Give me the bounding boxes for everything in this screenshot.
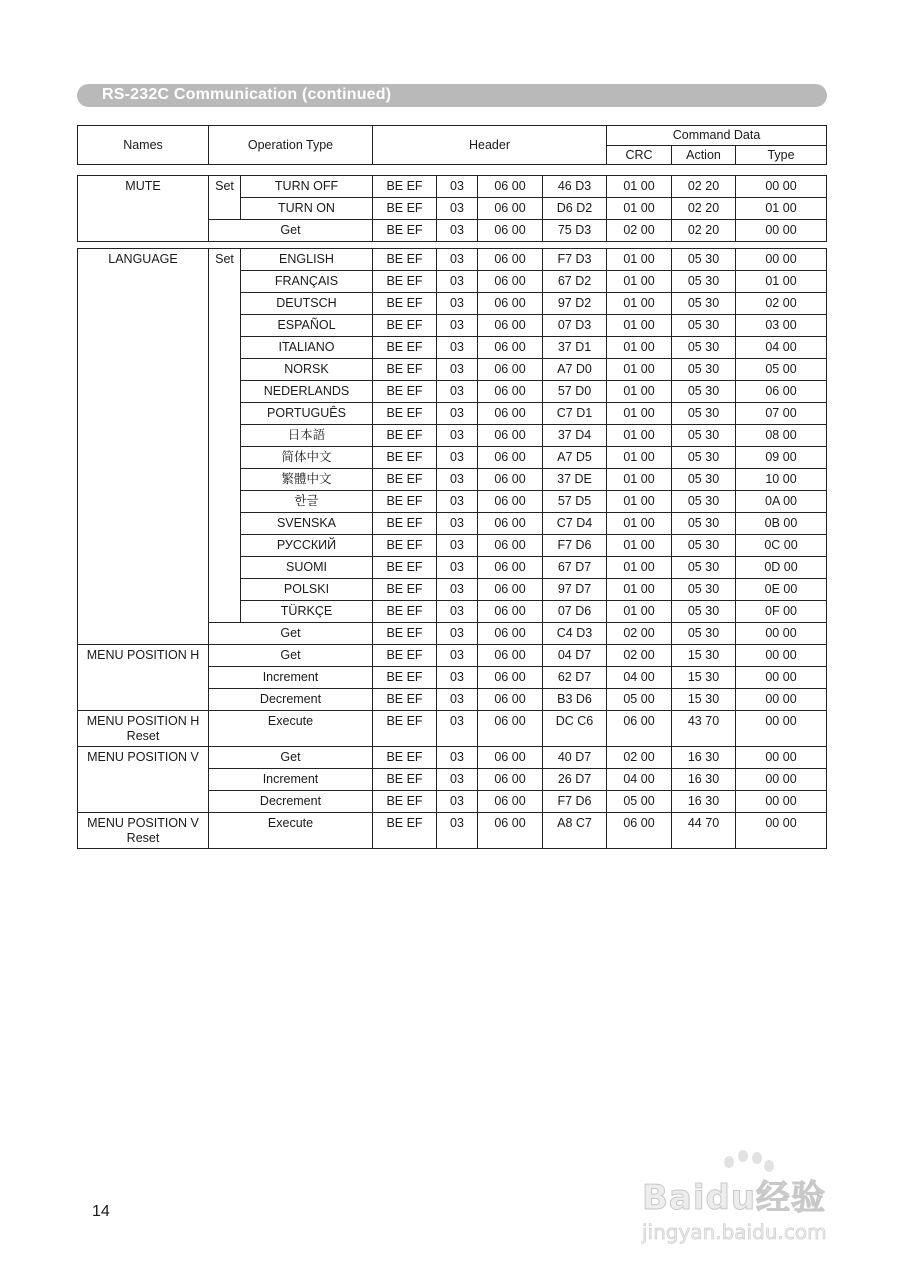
action-cell: 01 00	[607, 271, 672, 293]
header-byte-3: 06 00	[478, 271, 543, 293]
crc-cell: 07 D3	[543, 315, 607, 337]
type-cell: 02 20	[672, 198, 736, 220]
action-cell: 01 00	[607, 469, 672, 491]
type-cell: 05 30	[672, 381, 736, 403]
operation-cell: SUOMI	[241, 557, 373, 579]
action-cell: 01 00	[607, 403, 672, 425]
header-byte-3: 06 00	[478, 557, 543, 579]
header-byte-3: 06 00	[478, 535, 543, 557]
crc-cell: 26 D7	[543, 769, 607, 791]
action-cell: 04 00	[607, 769, 672, 791]
type-cell: 05 30	[672, 293, 736, 315]
header-byte-1: BE EF	[373, 293, 437, 315]
header-byte-3: 06 00	[478, 711, 543, 747]
operation-cell: PORTUGUÊS	[241, 403, 373, 425]
type-cell: 02 20	[672, 220, 736, 242]
header-byte-2: 03	[437, 403, 478, 425]
action-cell: 01 00	[607, 176, 672, 198]
header-byte-1: BE EF	[373, 791, 437, 813]
crc-cell: A7 D5	[543, 447, 607, 469]
operation-cell: Get	[209, 623, 373, 645]
header-byte-2: 03	[437, 425, 478, 447]
command-name: MENU POSITION V	[78, 747, 209, 813]
header-byte-2: 03	[437, 249, 478, 271]
header-byte-2: 03	[437, 689, 478, 711]
header-byte-1: BE EF	[373, 337, 437, 359]
crc-cell: 46 D3	[543, 176, 607, 198]
language-menu-table	[77, 248, 827, 849]
header-byte-1: BE EF	[373, 513, 437, 535]
action-cell: 01 00	[607, 535, 672, 557]
set-label: Set	[209, 249, 241, 623]
header-byte-1: BE EF	[373, 645, 437, 667]
header-byte-1: BE EF	[373, 425, 437, 447]
header-byte-2: 03	[437, 645, 478, 667]
action-cell: 02 00	[607, 747, 672, 769]
header-byte-2: 03	[437, 557, 478, 579]
header-byte-3: 06 00	[478, 359, 543, 381]
watermark-brand: Baidu经验	[642, 1178, 827, 1218]
operation-cell: TÜRKÇE	[241, 601, 373, 623]
setting-code-cell: 02 00	[736, 293, 827, 315]
setting-code-cell: 03 00	[736, 315, 827, 337]
header-byte-2: 03	[437, 447, 478, 469]
type-cell: 05 30	[672, 271, 736, 293]
type-cell: 16 30	[672, 791, 736, 813]
header-byte-3: 06 00	[478, 403, 543, 425]
type-cell: 16 30	[672, 747, 736, 769]
command-name: MENU POSITION V Reset	[78, 813, 209, 849]
header-byte-2: 03	[437, 220, 478, 242]
action-cell: 01 00	[607, 315, 672, 337]
page-number: 14	[92, 1203, 110, 1220]
header-byte-1: BE EF	[373, 271, 437, 293]
header-byte-3: 06 00	[478, 220, 543, 242]
header-type: Type	[736, 146, 827, 165]
crc-cell: 62 D7	[543, 667, 607, 689]
type-cell: 15 30	[672, 689, 736, 711]
setting-code-cell: 01 00	[736, 271, 827, 293]
crc-cell: 07 D6	[543, 601, 607, 623]
section-title-bar	[77, 84, 827, 107]
header-action: Action	[672, 146, 736, 165]
operation-cell: ITALIANO	[241, 337, 373, 359]
header-byte-2: 03	[437, 579, 478, 601]
action-cell: 06 00	[607, 813, 672, 849]
crc-cell: 37 D1	[543, 337, 607, 359]
type-cell: 16 30	[672, 769, 736, 791]
operation-cell: Decrement	[209, 689, 373, 711]
action-cell: 01 00	[607, 447, 672, 469]
setting-code-cell: 00 00	[736, 747, 827, 769]
header-byte-3: 06 00	[478, 491, 543, 513]
setting-code-cell: 0D 00	[736, 557, 827, 579]
type-cell: 02 20	[672, 176, 736, 198]
setting-code-cell: 00 00	[736, 813, 827, 849]
header-byte-1: BE EF	[373, 198, 437, 220]
header-byte-1: BE EF	[373, 601, 437, 623]
header-byte-1: BE EF	[373, 249, 437, 271]
action-cell: 01 00	[607, 513, 672, 535]
header-byte-1: BE EF	[373, 769, 437, 791]
crc-cell: DC C6	[543, 711, 607, 747]
crc-cell: F7 D3	[543, 249, 607, 271]
operation-cell: Execute	[209, 813, 373, 849]
header-byte-1: BE EF	[373, 579, 437, 601]
header-byte-1: BE EF	[373, 469, 437, 491]
operation-cell: ENGLISH	[241, 249, 373, 271]
type-cell: 05 30	[672, 491, 736, 513]
command-name: MENU POSITION H Reset	[78, 711, 209, 747]
type-cell: 05 30	[672, 513, 736, 535]
header-table	[77, 125, 827, 165]
crc-cell: 57 D0	[543, 381, 607, 403]
action-cell: 01 00	[607, 359, 672, 381]
header-crc: CRC	[607, 146, 672, 165]
operation-cell: Get	[209, 220, 373, 242]
header-byte-1: BE EF	[373, 711, 437, 747]
header-byte-3: 06 00	[478, 176, 543, 198]
type-cell: 05 30	[672, 557, 736, 579]
header-names: Names	[78, 126, 209, 165]
operation-cell: Increment	[209, 667, 373, 689]
mute-table	[77, 175, 827, 242]
action-cell: 01 00	[607, 337, 672, 359]
action-cell: 01 00	[607, 293, 672, 315]
action-cell: 01 00	[607, 557, 672, 579]
operation-cell: TURN ON	[241, 198, 373, 220]
setting-code-cell: 00 00	[736, 667, 827, 689]
type-cell: 05 30	[672, 535, 736, 557]
header-byte-3: 06 00	[478, 469, 543, 491]
action-cell: 05 00	[607, 791, 672, 813]
operation-cell: DEUTSCH	[241, 293, 373, 315]
header-byte-1: BE EF	[373, 747, 437, 769]
action-cell: 01 00	[607, 198, 672, 220]
type-cell: 43 70	[672, 711, 736, 747]
setting-code-cell: 00 00	[736, 176, 827, 198]
header-byte-2: 03	[437, 381, 478, 403]
header-byte-1: BE EF	[373, 667, 437, 689]
header-byte-2: 03	[437, 769, 478, 791]
section-title: RS-232C Communication (continued)	[102, 86, 392, 103]
type-cell: 44 70	[672, 813, 736, 849]
header-byte-1: BE EF	[373, 535, 437, 557]
operation-cell: 繁體中文	[241, 469, 373, 491]
setting-code-cell: 00 00	[736, 689, 827, 711]
action-cell: 02 00	[607, 623, 672, 645]
type-cell: 05 30	[672, 315, 736, 337]
header-byte-2: 03	[437, 747, 478, 769]
operation-cell: Get	[209, 645, 373, 667]
header-byte-1: BE EF	[373, 689, 437, 711]
header-command-data: Command Data	[607, 126, 827, 146]
crc-cell: F7 D6	[543, 535, 607, 557]
header-byte-2: 03	[437, 491, 478, 513]
setting-code-cell: 04 00	[736, 337, 827, 359]
header-byte-1: BE EF	[373, 491, 437, 513]
type-cell: 05 30	[672, 469, 736, 491]
setting-code-cell: 00 00	[736, 249, 827, 271]
header-byte-1: BE EF	[373, 315, 437, 337]
crc-cell: D6 D2	[543, 198, 607, 220]
crc-cell: 67 D2	[543, 271, 607, 293]
operation-cell: FRANÇAIS	[241, 271, 373, 293]
header-byte-2: 03	[437, 359, 478, 381]
crc-cell: 67 D7	[543, 557, 607, 579]
header-byte-3: 06 00	[478, 623, 543, 645]
setting-code-cell: 10 00	[736, 469, 827, 491]
type-cell: 05 30	[672, 447, 736, 469]
crc-cell: C7 D1	[543, 403, 607, 425]
header-byte-1: BE EF	[373, 447, 437, 469]
operation-cell: SVENSKA	[241, 513, 373, 535]
type-cell: 15 30	[672, 645, 736, 667]
type-cell: 15 30	[672, 667, 736, 689]
operation-cell: NEDERLANDS	[241, 381, 373, 403]
header-byte-3: 06 00	[478, 249, 543, 271]
crc-cell: 75 D3	[543, 220, 607, 242]
operation-cell: POLSKI	[241, 579, 373, 601]
crc-cell: C7 D4	[543, 513, 607, 535]
crc-cell: 37 DE	[543, 469, 607, 491]
command-name: MENU POSITION H	[78, 645, 209, 711]
header-byte-2: 03	[437, 176, 478, 198]
type-cell: 05 30	[672, 601, 736, 623]
header-byte-2: 03	[437, 601, 478, 623]
header-byte-3: 06 00	[478, 579, 543, 601]
action-cell: 01 00	[607, 579, 672, 601]
operation-cell: Get	[209, 747, 373, 769]
set-label: Set	[209, 176, 241, 220]
header-byte-3: 06 00	[478, 381, 543, 403]
action-cell: 02 00	[607, 220, 672, 242]
setting-code-cell: 0A 00	[736, 491, 827, 513]
header-byte-2: 03	[437, 337, 478, 359]
header-byte-2: 03	[437, 293, 478, 315]
crc-cell: 97 D2	[543, 293, 607, 315]
header-header: Header	[373, 126, 607, 165]
crc-cell: B3 D6	[543, 689, 607, 711]
setting-code-cell: 00 00	[736, 769, 827, 791]
header-byte-3: 06 00	[478, 513, 543, 535]
crc-cell: A8 C7	[543, 813, 607, 849]
operation-cell: NORSK	[241, 359, 373, 381]
header-byte-1: BE EF	[373, 623, 437, 645]
header-operation-type: Operation Type	[209, 126, 373, 165]
setting-code-cell: 00 00	[736, 220, 827, 242]
action-cell: 01 00	[607, 425, 672, 447]
header-byte-1: BE EF	[373, 557, 437, 579]
crc-cell: 37 D4	[543, 425, 607, 447]
header-byte-2: 03	[437, 198, 478, 220]
header-byte-3: 06 00	[478, 747, 543, 769]
header-byte-2: 03	[437, 315, 478, 337]
header-byte-2: 03	[437, 513, 478, 535]
header-byte-3: 06 00	[478, 315, 543, 337]
crc-cell: 04 D7	[543, 645, 607, 667]
type-cell: 05 30	[672, 425, 736, 447]
command-name: LANGUAGE	[78, 249, 209, 645]
operation-cell: 简体中文	[241, 447, 373, 469]
crc-cell: 97 D7	[543, 579, 607, 601]
crc-cell: 40 D7	[543, 747, 607, 769]
header-byte-2: 03	[437, 813, 478, 849]
header-byte-3: 06 00	[478, 645, 543, 667]
type-cell: 05 30	[672, 579, 736, 601]
operation-cell: 日本語	[241, 425, 373, 447]
header-byte-1: BE EF	[373, 403, 437, 425]
setting-code-cell: 0F 00	[736, 601, 827, 623]
header-byte-3: 06 00	[478, 198, 543, 220]
header-byte-1: BE EF	[373, 220, 437, 242]
header-byte-2: 03	[437, 271, 478, 293]
header-byte-3: 06 00	[478, 601, 543, 623]
setting-code-cell: 0C 00	[736, 535, 827, 557]
watermark-url: jingyan.baidu.com	[642, 1220, 827, 1244]
type-cell: 05 30	[672, 249, 736, 271]
header-byte-2: 03	[437, 535, 478, 557]
header-byte-1: BE EF	[373, 381, 437, 403]
setting-code-cell: 00 00	[736, 711, 827, 747]
action-cell: 01 00	[607, 381, 672, 403]
header-byte-3: 06 00	[478, 425, 543, 447]
header-byte-3: 06 00	[478, 293, 543, 315]
crc-cell: 57 D5	[543, 491, 607, 513]
setting-code-cell: 0B 00	[736, 513, 827, 535]
crc-cell: C4 D3	[543, 623, 607, 645]
header-byte-1: BE EF	[373, 359, 437, 381]
setting-code-cell: 01 00	[736, 198, 827, 220]
header-byte-3: 06 00	[478, 813, 543, 849]
setting-code-cell: 0E 00	[736, 579, 827, 601]
type-cell: 05 30	[672, 359, 736, 381]
operation-cell: Decrement	[209, 791, 373, 813]
action-cell: 05 00	[607, 689, 672, 711]
setting-code-cell: 06 00	[736, 381, 827, 403]
operation-cell: TURN OFF	[241, 176, 373, 198]
operation-cell: Increment	[209, 769, 373, 791]
header-byte-3: 06 00	[478, 689, 543, 711]
setting-code-cell: 05 00	[736, 359, 827, 381]
header-byte-3: 06 00	[478, 791, 543, 813]
header-byte-3: 06 00	[478, 667, 543, 689]
action-cell: 01 00	[607, 491, 672, 513]
setting-code-cell: 08 00	[736, 425, 827, 447]
crc-cell: A7 D0	[543, 359, 607, 381]
header-byte-3: 06 00	[478, 447, 543, 469]
watermark-logo	[640, 1150, 860, 1250]
setting-code-cell: 00 00	[736, 623, 827, 645]
header-byte-2: 03	[437, 711, 478, 747]
operation-cell: РУССКИЙ	[241, 535, 373, 557]
header-byte-1: BE EF	[373, 813, 437, 849]
header-byte-2: 03	[437, 469, 478, 491]
operation-cell: Execute	[209, 711, 373, 747]
header-byte-2: 03	[437, 667, 478, 689]
crc-cell: F7 D6	[543, 791, 607, 813]
operation-cell: ESPAÑOL	[241, 315, 373, 337]
header-byte-2: 03	[437, 623, 478, 645]
action-cell: 06 00	[607, 711, 672, 747]
header-byte-3: 06 00	[478, 769, 543, 791]
setting-code-cell: 07 00	[736, 403, 827, 425]
command-name: MUTE	[78, 176, 209, 242]
type-cell: 05 30	[672, 403, 736, 425]
operation-cell: 한글	[241, 491, 373, 513]
type-cell: 05 30	[672, 623, 736, 645]
header-byte-1: BE EF	[373, 176, 437, 198]
setting-code-cell: 00 00	[736, 791, 827, 813]
action-cell: 01 00	[607, 601, 672, 623]
action-cell: 04 00	[607, 667, 672, 689]
action-cell: 01 00	[607, 249, 672, 271]
action-cell: 02 00	[607, 645, 672, 667]
type-cell: 05 30	[672, 337, 736, 359]
header-byte-3: 06 00	[478, 337, 543, 359]
setting-code-cell: 00 00	[736, 645, 827, 667]
header-byte-2: 03	[437, 791, 478, 813]
setting-code-cell: 09 00	[736, 447, 827, 469]
